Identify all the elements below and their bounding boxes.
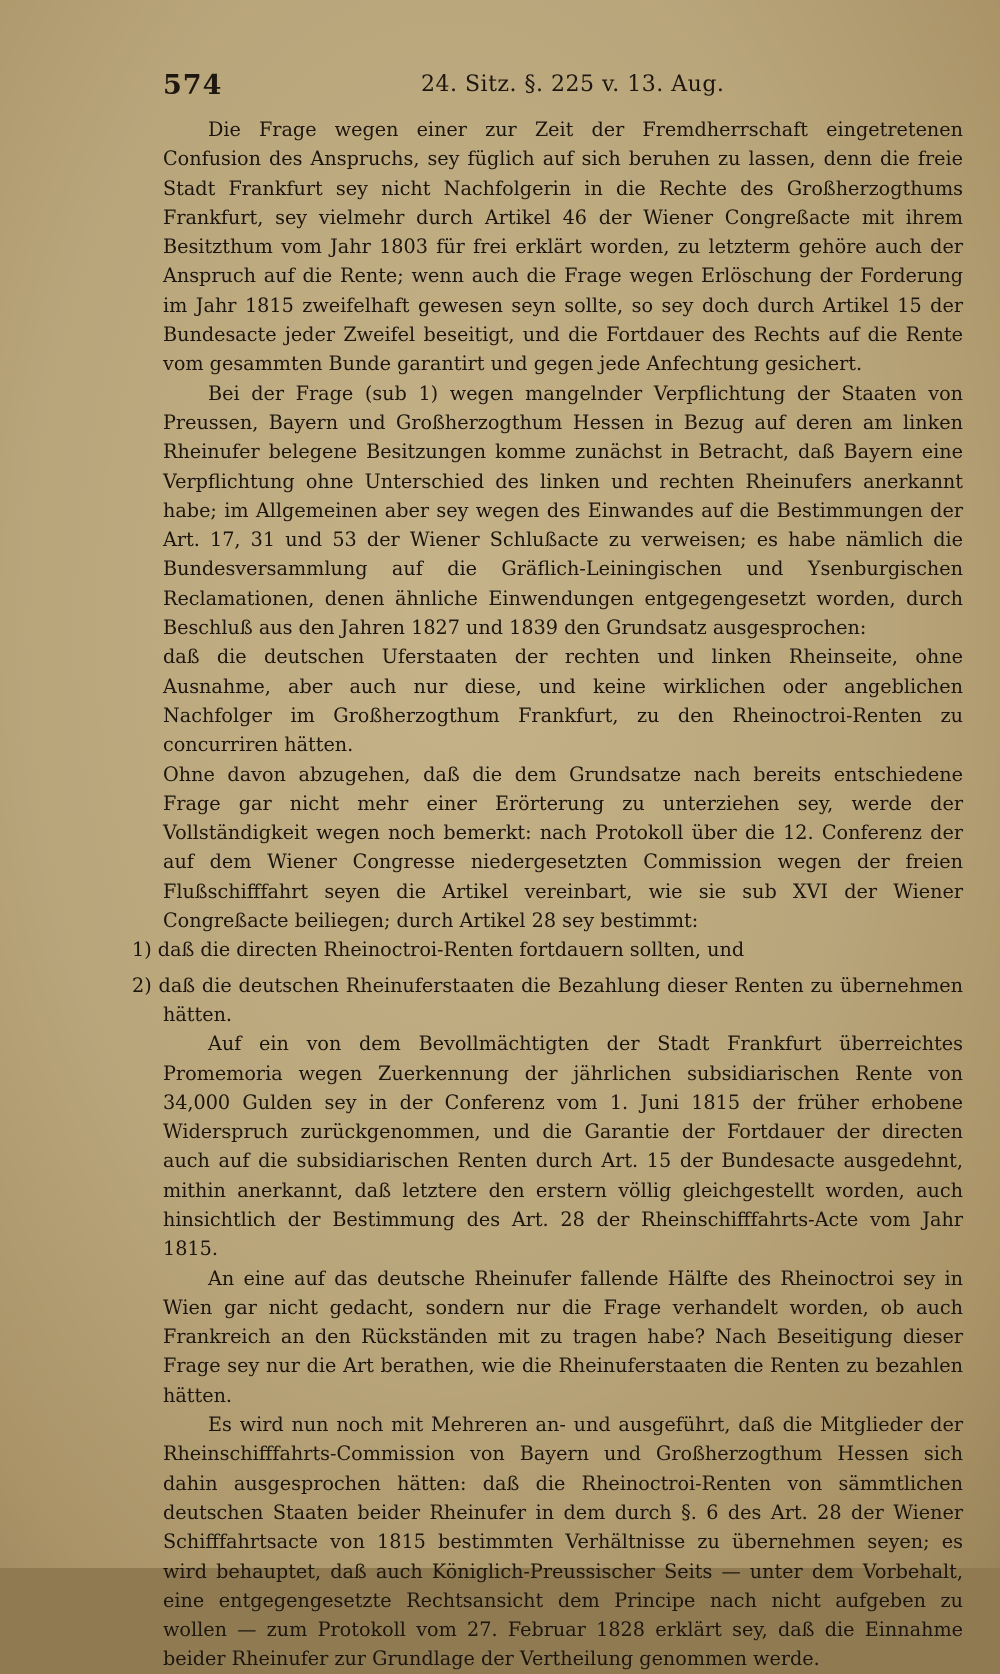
- paragraph: Ohne davon abzugehen, daß die dem Grundsatze nach bereits entschiedene Frage gar nicht mehr einer Erörterung zu unterziehen sey, werde der Vollständigkeit wegen noch bemerkt: nach Protokoll über die 12. Conferenz der auf dem Wiener Congresse niedergesetzten Commission wegen der freien Flußschifffahrt seyen die Artikel vereinbart, wie sie sub XVI der Wiener Congreßacte beiliegen; durch Artikel 28 sey bestimmt:: [163, 762, 963, 933]
- paragraph: Auf ein von dem Bevollmächtigten der Stadt Frankfurt überreichtes Promemoria wegen Zuerkennung der jährlichen subsidiarischen Rente von 34,000 Gulden sey in der Conferenz vom 1. Juni 1815 der früher erhobene Widerspruch zurückgenommen, und die Garantie der Fortdauer der directen auch auf die subsidiarischen Renten durch Art. 15 der Bundesacte ausgedehnt, mithin anerkannt, daß letztere den erstern völlig gleichgestellt worden, auch hinsichtlich der Bestimmung des Art. 28 der Rheinschifffahrts-Acte vom Jahr 1815.: [163, 1032, 963, 1261]
- paragraph: Es wird nun noch mit Mehreren an- und ausgeführt, daß die Mitglieder der Rheinschifffahrts-Commission von Bayern und Großherzogthum Hessen sich dahin ausgesprochen hätten: daß die Rheinoctroi-Renten von sämmtlichen deutschen Staaten beider Rheinufer in dem durch §. 6 des Art. 28 der Wiener Schifffahrtsacte von 1815 bestimmten Verhältnisse zu übernehmen seyen; es wird behauptet, daß auch Königlich-Preussischer Seits — unter dem Vorbehalt, eine entgegengesetzte Rechtsansicht dem Principe nach nicht aufgeben zu wollen — zum Protokoll vom 27. Februar 1828 erklärt sey, daß die Einnahme beider Rheinufer zur Grundlage der Vertheilung genommen werde.: [163, 1413, 963, 1671]
- body-text: [132, 115, 963, 1674]
- page-number: 574: [163, 70, 223, 101]
- paragraph: Die Frage wegen einer zur Zeit der Fremdherrschaft eingetretenen Confusion des Anspruchs, sey füglich auf sich beruhen zu lassen, denn die freie Stadt Frankfurt sey nicht Nachfolgerin in die Rechte des Großherzogthums Frankfurt, sey vielmehr durch Artikel 46 der Wiener Congreßacte mit ihrem Besitzthum vom Jahr 1803 für frei erklärt worden, zu letzterm gehöre auch der Anspruch auf die Rente; wenn auch die Frage wegen Erlöschung der Forderung im Jahr 1815 zweifelhaft gewesen seyn sollte, so sey doch durch Artikel 15 der Bundesacte jeder Zweifel beseitigt, und die Fortdauer des Rechts auf die Rente vom gesammten Bunde garantirt und gegen jede Anfechtung gesichert.: [163, 118, 963, 376]
- list-item: 2) daß die deutschen Rheinuferstaaten die Bezahlung dieser Renten zu übernehmen hätten.: [132, 973, 963, 1026]
- paragraph: An eine auf das deutsche Rheinufer fallende Hälfte des Rheinoctroi sey in Wien gar nicht gedacht, sondern nur die Frage verhandelt worden, ob auch Frankreich an den Rückständen mit zu tragen habe? Nach Beseitigung dieser Frage sey nur die Art berathen, wie die Rheinuferstaaten die Renten zu bezahlen hätten.: [163, 1266, 963, 1407]
- page-header: [163, 70, 963, 110]
- list-item: 1) daß die directen Rheinoctroi-Renten fortdauern sollten, und: [132, 938, 745, 962]
- paragraph: Bei der Frage (sub 1) wegen mangelnder Verpflichtung der Staaten von Preussen, Bayern und Großherzogthum Hessen in Bezug auf deren am linken Rheinufer belegene Besitzungen komme zunächst in Betracht, daß Bayern eine Verpflichtung ohne Unterschied des linken und rechten Rheinufers anerkannt habe; im Allgemeinen aber sey wegen des Einwandes auf die Bestimmungen der Art. 17, 31 und 53 der Wiener Schlußacte zu verweisen; es habe nämlich die Bundesversammlung auf die Gräflich-Leiningischen und Ysenburgischen Reclamationen, denen ähnliche Einwendungen entgegengesetzt worden, durch Beschluß aus den Jahren 1827 und 1839 den Grundsatz ausgesprochen:: [163, 381, 963, 640]
- quoted-resolution: daß die deutschen Uferstaaten der rechten und linken Rheinseite, ohne Ausnahme, aber auch nur diese, und keine wirklichen oder angeblichen Nachfolger im Großherzogthum Frankfurt, zu den Rheinoctroi-Renten zu concurriren hätten.: [163, 645, 963, 757]
- running-head: 24. Sitz. §. 225 v. 13. Aug.: [421, 72, 725, 97]
